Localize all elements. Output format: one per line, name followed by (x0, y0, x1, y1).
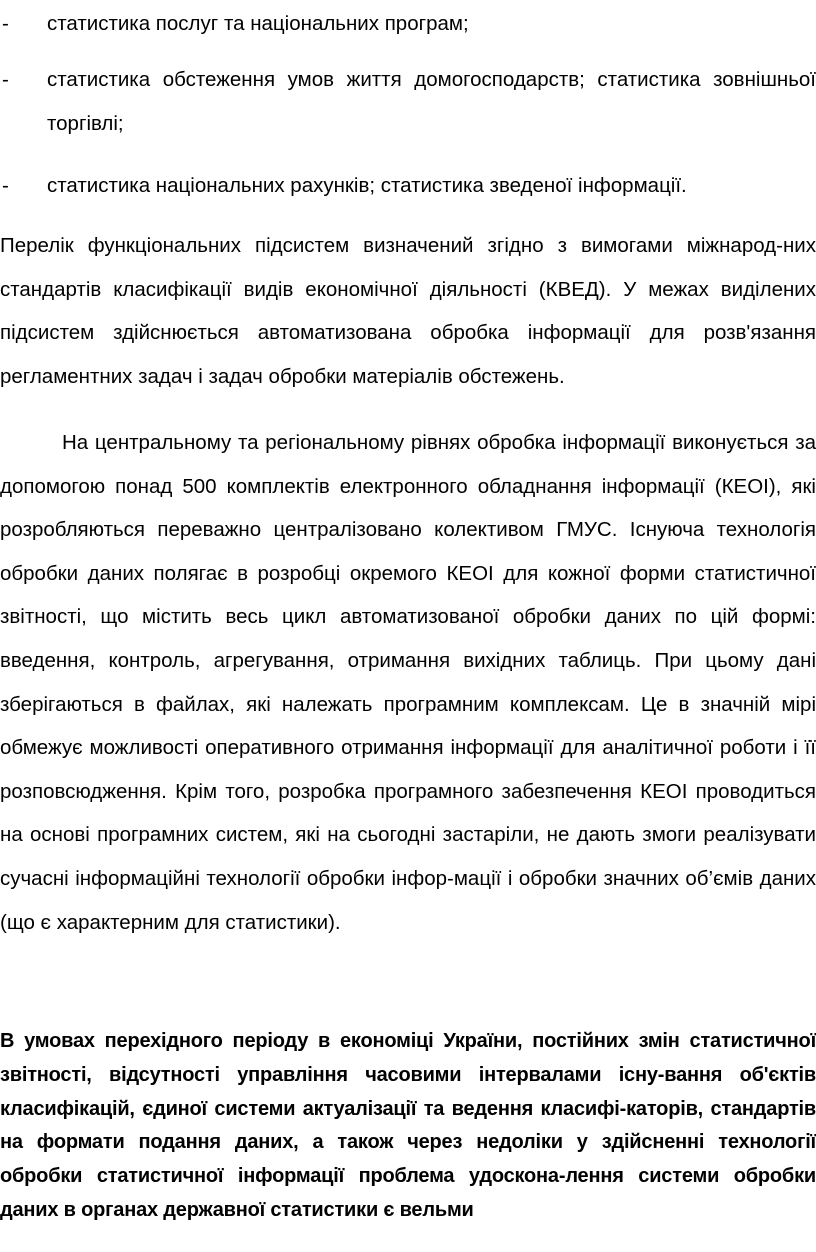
list-item-text: статистика обстеження умов життя домогосподарств; статистика зовнішньої торгівлі; (47, 68, 816, 135)
paragraph: Перелік функціональних підсистем визначений згідно з вимогами міжнарод-них стандартів класифікації видів економічної діяльності (КВЕД). У межах виділених підсистем здійснюється автоматизована обробка інформації для розв'язання регламентних задач і задач обробки матеріалів обстежень. (0, 234, 816, 388)
list-item-text: статистика національних рахунків; статистика зведеної інформації. (47, 174, 687, 197)
list-dash: - (2, 68, 9, 91)
list-dash: - (2, 12, 9, 35)
list-item-text: статистика послуг та національних програм; (47, 12, 469, 35)
paragraph: На центральному та регіональному рівнях обробка інформації виконується за допомогою понад 500 комплектів електронного обладнання інформації (КЕОІ), які розробляються переважно централізовано колективом ГМУС. Існуюча технологія обробки даних полягає в розробці окремого КЕОІ для кожної форми статистичної звітності, що містить весь цикл автоматизованої обробки даних по цій формі: введення, контроль, агрегування, отримання вихідних таблиць. При цьому дані зберігаються в файлах, які належать програмним комплексам. Це в значній мірі обмежує можливості оперативного отримання інформації для аналітичної роботи і її розповсюдження. Крім того, розробка програмного забезпечення КЕОІ проводиться на основі програмних систем, які на сьогодні застаріли, не дають змоги реалізувати сучасні інформаційні технології обробки інфор-мації і обробки значних об’ємів даних (що є характерним для статистики). (0, 431, 816, 934)
list-dash: - (2, 174, 9, 197)
paragraph-bold: В умовах перехідного періоду в економіці України, постійних змін статистичної звітності, відсутності управління часовими інтервалами існу-вання об'єктів класифікацій, єдиної системи актуалізації та ведення класифі-каторів, стандартів на формати подання даних, а також через недоліки у здійсненні технології обробки статистичної інформації проблема удоскона-лення системи обробки даних в органах державної статистики є вельми (0, 1030, 816, 1221)
